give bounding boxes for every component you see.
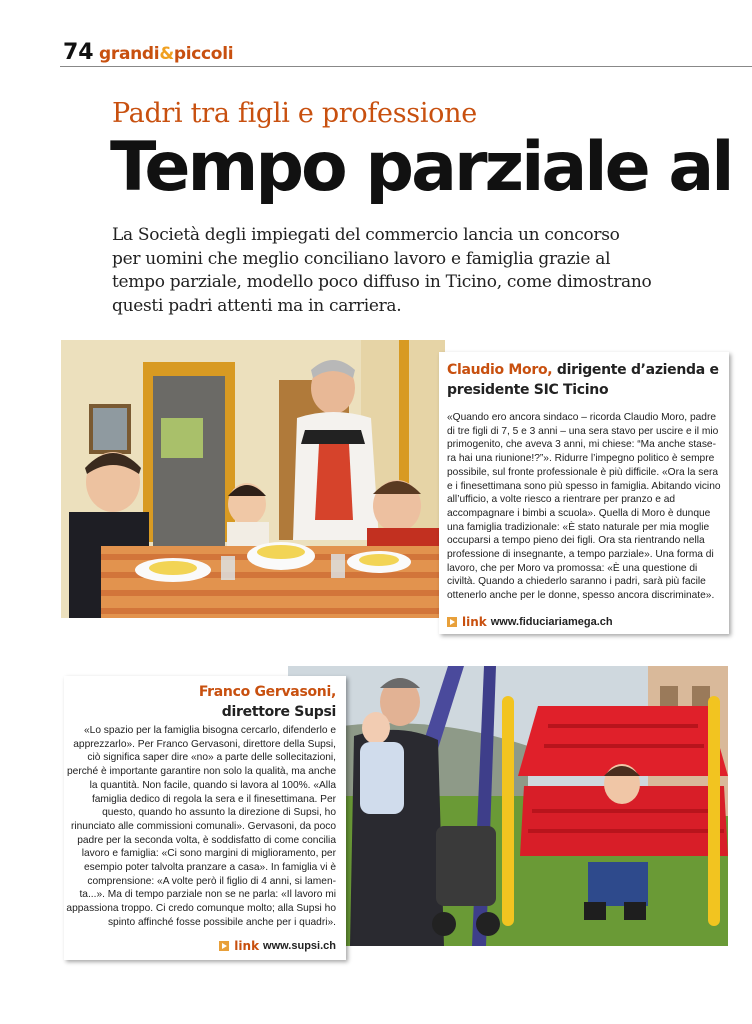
profile1-text: «Quando ero ancora sindaco – ricorda Claudio Moro, padre di tre figli di 7, 5 e 3 anni – una sera stavo per uscire e il mio primogenito, che aveva 3 anni, mi chiese: “Ma anche stase-ra hai una riunione!?”». Ridurre l’impegno politico è sempre possibile, sul fronte professionale è più difficile. «Ora la sera e i finesettimana sono più spesso in famiglia. Abitando vicino all’ufficio, a volte riesco a rientrare per pranzo e ad accompagnare i bimbi a scuola». Quella di Moro è dunque una famiglia tradizionale: «È stato naturale per mia moglie occuparsi a tempo pieno dei figli. Ora sta rientrando nella professione di insegnante, a tempo parziale». Una forma di lavoro, che per Moro va promossa: «È una questione di civiltà. Quando a chiederlo saranno i padri, sarà più facile ottenerlo anche per le donne, spesso ancora discriminate». — [447, 412, 721, 602]
link-arrow-icon — [219, 941, 229, 951]
family-table-illustration — [61, 340, 445, 618]
profile1-link-url[interactable]: www.fiduciariamega.ch — [490, 616, 613, 628]
article-lead: La Società degli impiegati del commercio lancia un concorso per uomini che meglio conciliano lavoro e famiglia grazie al tempo parziale, modello poco diffuso in Ticino, come dimostrano questi padri attenti ma in carriera. — [112, 225, 652, 316]
profile-box-claudio-moro — [439, 352, 729, 634]
photo-playground — [288, 666, 728, 946]
page-number: 74 — [63, 40, 94, 65]
article-kicker: Padri tra figli e professione — [112, 98, 477, 129]
section-title-amp: & — [159, 44, 174, 64]
profile1-title — [447, 360, 723, 400]
profile2-link-line[interactable] — [219, 939, 336, 953]
profile1-link-label: link — [462, 615, 487, 629]
header-rule — [60, 66, 752, 67]
profile1-link-line[interactable] — [447, 615, 613, 629]
section-title-part1: grandi — [99, 44, 160, 64]
profile2-text: «Lo spazio per la famiglia bisogna cercarlo, difenderlo e apprezzarlo». Per Franco Gervasoni, direttore della Supsi, ciò significa saper dire «no» a parte delle sollecitazioni, perché è importante garantire non solo la qualità, ma anche la quantità. Non facile, quando si lavora al 100%. «Alla famiglia dedico di regola la sera e il finesettimana. Per questo, quando ho assunto la direzione di Supsi, ho rinunciato alle commissioni comunali». Gervasoni, da poco padre per la seconda volta, è soddisfatto di come concilia lavoro e famiglia: «Ci sono margini di miglioramento, per esempio poter talvolta pranzare a casa». In famiglia vi è comprensione: «A volte però il figlio di 4 anni, si lamen-ta...». Ma di tempo parziale non se ne parla: «Il lavoro mi appassiona troppo. Ci credo comunque molto; alla Supsi ho spinto affinché fosse possibile anche per i quadri». — [66, 725, 336, 928]
profile2-role: direttore Supsi — [221, 704, 336, 720]
link-arrow-icon — [447, 617, 457, 627]
profile2-name: Franco Gervasoni, — [198, 684, 336, 700]
section-title-part2: piccoli — [173, 44, 234, 64]
playground-illustration — [288, 666, 728, 946]
profile-box-franco-gervasoni — [64, 676, 346, 960]
profile1-role: dirigente d’azienda e presidente SIC Ticino — [447, 362, 719, 398]
section-title — [99, 44, 233, 64]
profile2-link-url[interactable]: www.supsi.ch — [263, 940, 336, 952]
photo-family-table — [61, 340, 445, 618]
profile1-name: Claudio Moro, — [447, 362, 553, 378]
profile2-title — [66, 682, 336, 722]
profile2-link-label: link — [234, 939, 260, 953]
article-headline: Tempo parziale al — [110, 128, 732, 207]
